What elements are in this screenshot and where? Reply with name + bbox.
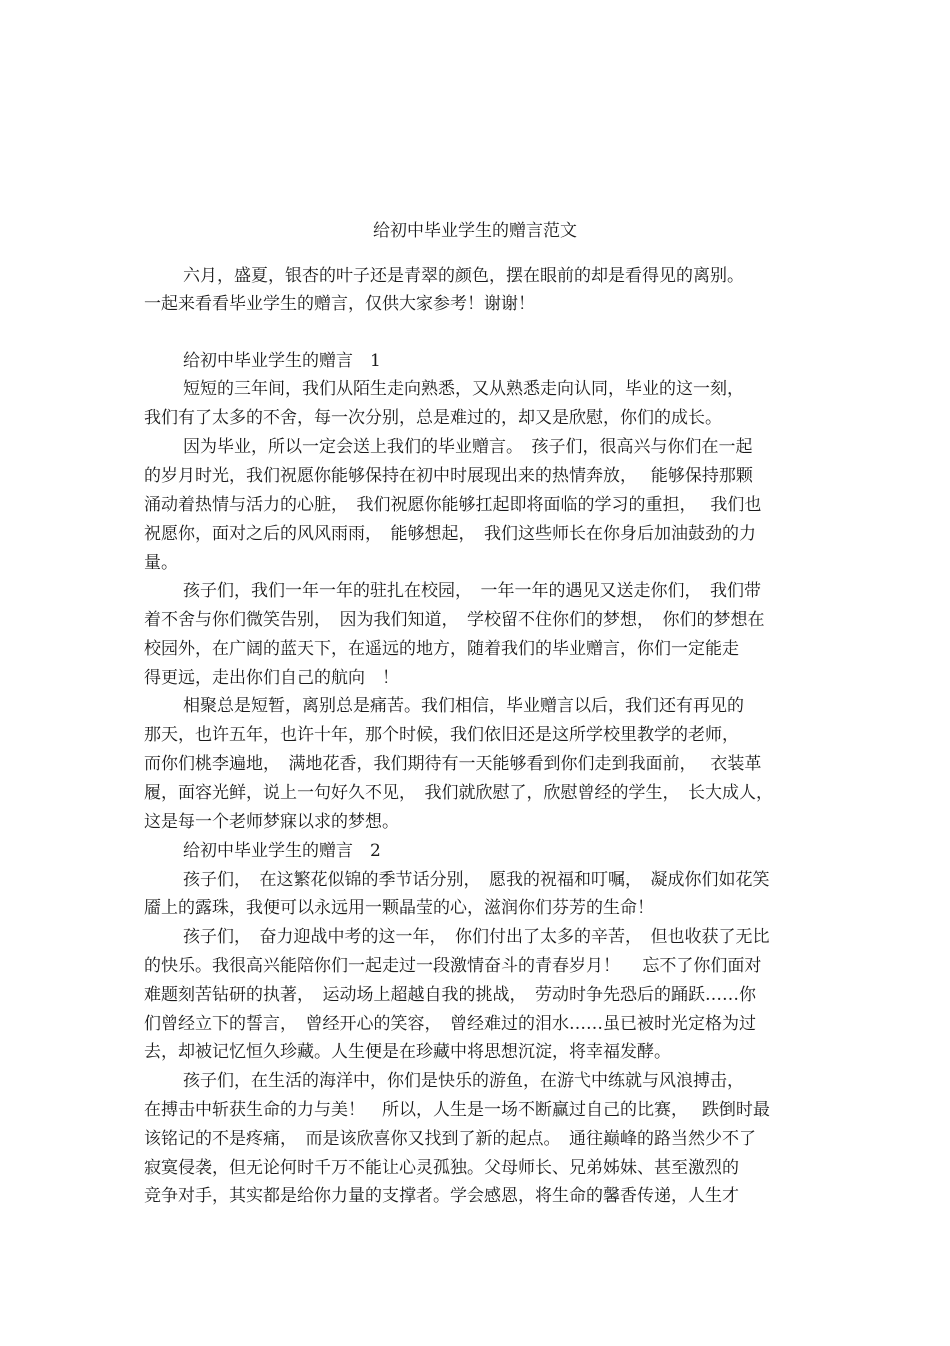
paragraph-line: 量。 <box>144 553 178 573</box>
paragraph-line: 履，面容光鲜，说上一句好久不见， 我们就欣慰了，欣慰曾经的学生， 长大成人， <box>144 783 773 803</box>
paragraph-line: 孩子们， 奋力迎战中考的这一年， 你们付出了太多的辛苦， 但也收获了无比 <box>183 927 770 947</box>
paragraph-line: 那天，也许五年，也许十年，那个时候，我们依旧还是这所学校里教学的老师， <box>144 725 739 745</box>
paragraph-line: 的快乐。我很高兴能陪你们一起走过一段激情奋斗的青春岁月！ 忘不了你们面对 <box>144 956 762 976</box>
paragraph-line: 们曾经立下的誓言， 曾经开心的笑容， 曾经难过的泪水……虽已被时光定格为过 <box>144 1014 756 1034</box>
paragraph-line: 在搏击中斩获生命的力与美！ 所以，人生是一场不断赢过自己的比赛， 跌倒时最 <box>144 1100 770 1120</box>
paragraph-line: 寂寞侵袭，但无论何时千万不能让心灵孤独。父母师长、兄弟姊妹、甚至激烈的 <box>144 1158 739 1178</box>
section-heading-2: 给初中毕业学生的赠言 2 <box>183 841 381 861</box>
paragraph-line: 孩子们，我们一年一年的驻扎在校园， 一年一年的遇见又送走你们， 我们带 <box>183 581 761 601</box>
paragraph-line: 祝愿你，面对之后的风风雨雨， 能够想起， 我们这些师长在你身后加油鼓劲的力 <box>144 524 756 544</box>
paragraph-line: 一起来看看毕业学生的赠言，仅供大家参考！谢谢！ <box>144 294 535 314</box>
paragraph-line: 竞争对手，其实都是给你力量的支撑者。学会感恩，将生命的馨香传递，人生才 <box>144 1186 739 1206</box>
paragraph-line: 六月，盛夏，银杏的叶子还是青翠的颜色，摆在眼前的却是看得见的离别。 <box>183 266 744 286</box>
paragraph-line: 靥上的露珠，我便可以永远用一颗晶莹的心，滋润你们芬芳的生命！ <box>144 898 654 918</box>
paragraph-line: 该铭记的不是疼痛， 而是该欣喜你又找到了新的起点。 通往巅峰的路当然少不了 <box>144 1129 756 1149</box>
paragraph-line: 孩子们， 在这繁花似锦的季节话分别， 愿我的祝福和叮嘱， 凝成你们如花笑 <box>183 870 770 890</box>
paragraph-line: 孩子们，在生活的海洋中，你们是快乐的游鱼，在游弋中练就与风浪搏击， <box>183 1071 744 1091</box>
paragraph-line: 难题刻苦钻研的执著， 运动场上超越自我的挑战， 劳动时争先恐后的踊跃……你 <box>144 985 756 1005</box>
paragraph-line: 因为毕业，所以一定会送上我们的毕业赠言。 孩子们，很高兴与你们在一起 <box>183 437 753 457</box>
paragraph-line: 着不舍与你们微笑告别， 因为我们知道， 学校留不住你们的梦想， 你们的梦想在 <box>144 610 765 630</box>
paragraph-line: 去，却被记忆恒久珍藏。人生便是在珍藏中将思想沉淀，将幸福发酵。 <box>144 1042 671 1062</box>
paragraph-line: 涌动着热情与活力的心脏， 我们祝愿你能够扛起即将面临的学习的重担， 我们也 <box>144 495 762 515</box>
paragraph-line: 相聚总是短暂，离别总是痛苦。我们相信，毕业赠言以后，我们还有再见的 <box>183 696 744 716</box>
paragraph-line: 校园外，在广阔的蓝天下，在遥远的地方，随着我们的毕业赠言，你们一定能走 <box>144 639 739 659</box>
paragraph-line: 的岁月时光，我们祝愿你能够保持在初中时展现出来的热情奔放， 能够保持那颗 <box>144 466 753 486</box>
document-title: 给初中毕业学生的赠言范文 <box>373 221 577 241</box>
paragraph-line: 我们有了太多的不舍，每一次分别，总是难过的，却又是欣慰，你们的成长。 <box>144 408 722 428</box>
section-heading-1: 给初中毕业学生的赠言 1 <box>183 351 381 371</box>
paragraph-line: 这是每一个老师梦寐以求的梦想。 <box>144 812 399 832</box>
paragraph-line: 而你们桃李遍地， 满地花香，我们期待有一天能够看到你们走到我面前， 衣装革 <box>144 754 762 774</box>
paragraph-line: 得更远，走出你们自己的航向 ！ <box>144 668 399 688</box>
paragraph-line: 短短的三年间，我们从陌生走向熟悉，又从熟悉走向认同，毕业的这一刻， <box>183 379 744 399</box>
